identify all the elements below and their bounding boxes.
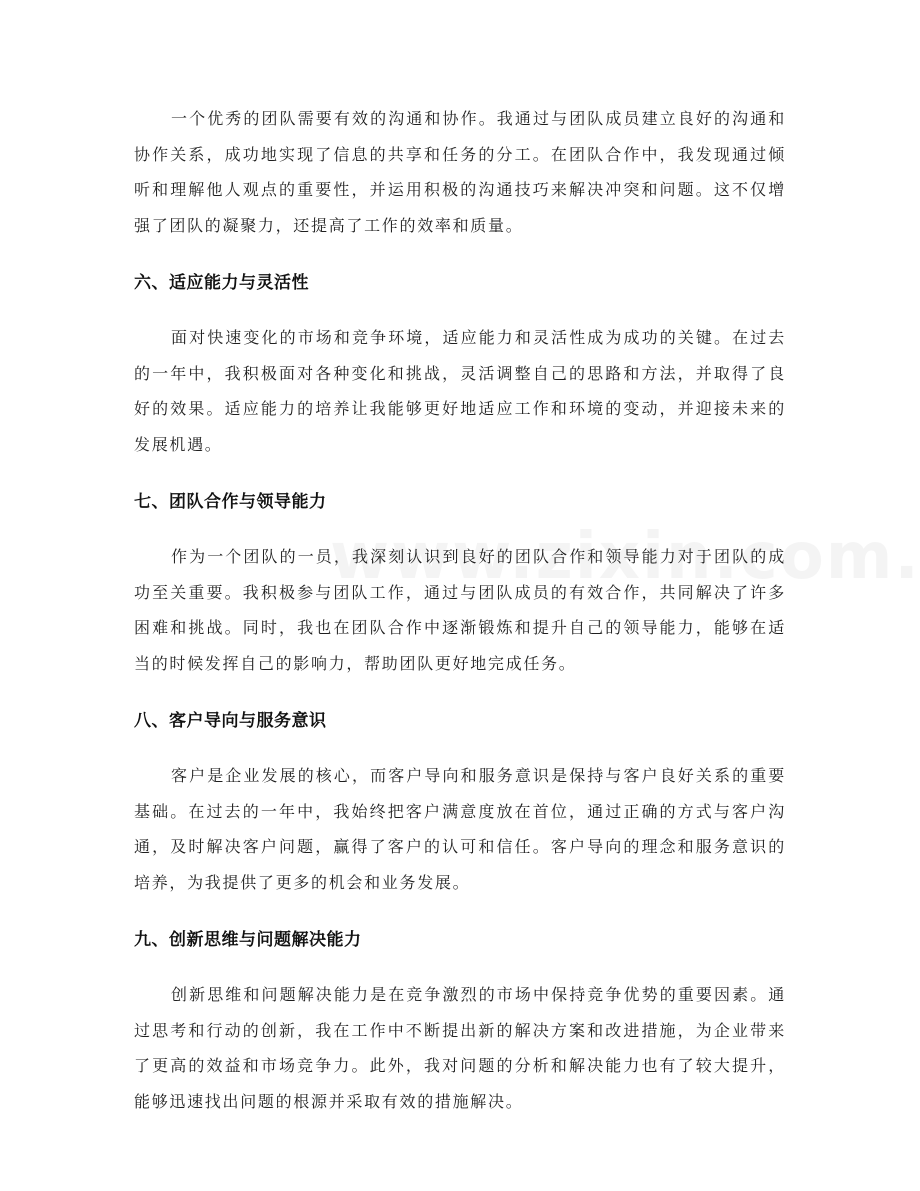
section-paragraph-6: 面对快速变化的市场和竞争环境，适应能力和灵活性成为成功的关键。在过去的一年中，我积极面对各种变化和挑战，灵活调整自己的思路和方法，并取得了良好的效果。适应能力的培养让我能够更好地适应工作和环境的变动，并迎接未来的发展机遇。	[134, 328, 786, 454]
section-paragraph-7: 作为一个团队的一员，我深刻认识到良好的团队合作和领导能力对于团队的成功至关重要。我积极参与团队工作，通过与团队成员的有效合作，共同解决了许多困难和挑战。同时，我也在团队合作中逐渐锻炼和提升自己的领导能力，能够在适当的时候发挥自己的影响力，帮助团队更好地完成任务。	[134, 547, 786, 673]
section-paragraph-8: 客户是企业发展的核心，而客户导向和服务意识是保持与客户良好关系的重要基础。在过去的一年中，我始终把客户满意度放在首位，通过正确的方式与客户沟通，及时解决客户问题，赢得了客户的认可和信任。客户导向的理念和服务意识的培养，为我提供了更多的机会和业务发展。	[134, 766, 786, 892]
section-heading-6: 六、适应能力与灵活性	[134, 273, 309, 293]
section-paragraph-9: 创新思维和问题解决能力是在竞争激烈的市场中保持竞争优势的重要因素。通过思考和行动的创新，我在工作中不断提出新的解决方案和改进措施，为企业带来了更高的效益和市场竞争力。此外，我对问题的分析和解决能力也有了较大提升，能够迅速找出问题的根源并采取有效的措施解决。	[134, 985, 786, 1111]
section-heading-9: 九、创新思维与问题解决能力	[134, 930, 362, 950]
intro-paragraph: 一个优秀的团队需要有效的沟通和协作。我通过与团队成员建立良好的沟通和协作关系，成功地实现了信息的共享和任务的分工。在团队合作中，我发现通过倾听和理解他人观点的重要性，并运用积极的沟通技巧来解决冲突和问题。这不仅增强了团队的凝聚力，还提高了工作的效率和质量。	[134, 109, 786, 235]
section-heading-7: 七、团队合作与领导能力	[134, 492, 327, 512]
document-body	[134, 101, 786, 1119]
section-heading-8: 八、客户导向与服务意识	[134, 711, 327, 731]
